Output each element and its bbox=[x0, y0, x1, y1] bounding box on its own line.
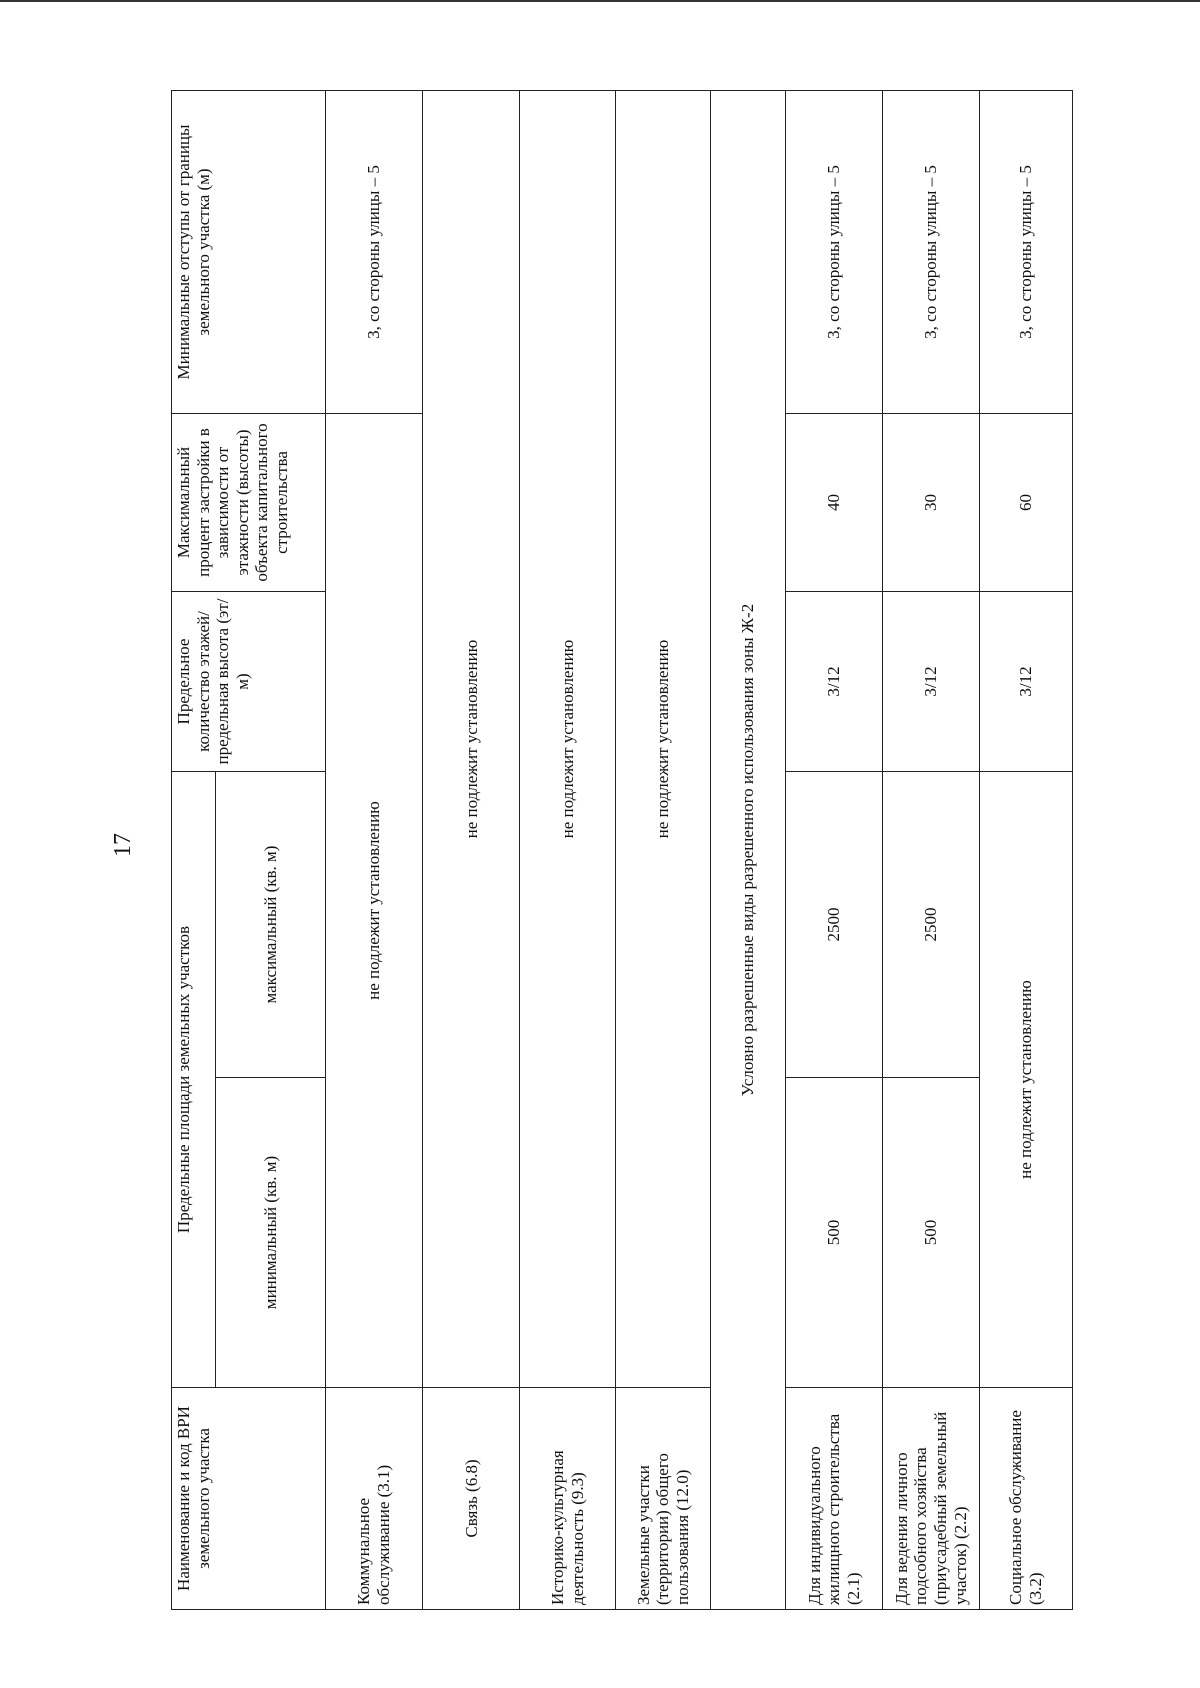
table-row bbox=[325, 91, 422, 1610]
row-name: Земельные участки (территории) общего пользования (12.0) bbox=[615, 1388, 710, 1610]
row-not-set: не подлежит установлению bbox=[615, 91, 710, 1388]
row-setback: 3, со стороны улицы – 5 bbox=[325, 91, 422, 414]
row-floors: 3/12 bbox=[979, 592, 1072, 772]
table-row bbox=[785, 91, 882, 1610]
row-not-set: не подлежит установлению bbox=[423, 91, 520, 1388]
page-frame bbox=[171, 91, 1073, 1610]
row-build-percent: 30 bbox=[883, 414, 979, 592]
table-wrapper bbox=[171, 91, 1073, 1610]
header-row bbox=[172, 91, 216, 1610]
row-name: Для индивидуального жилищного строительства (2.1) bbox=[785, 1388, 882, 1610]
row-area-max: 2500 bbox=[883, 772, 979, 1078]
row-build-percent: 60 bbox=[979, 414, 1072, 592]
row-not-set: не подлежит установлению bbox=[979, 772, 1072, 1388]
row-area-min: 500 bbox=[785, 1078, 882, 1388]
header-area-max: максимальный (кв. м) bbox=[216, 772, 326, 1078]
section-title-row bbox=[711, 91, 786, 1610]
row-setback: 3, со стороны улицы – 5 bbox=[979, 91, 1072, 414]
header-area-group: Предельные площади земельных участков bbox=[172, 772, 216, 1388]
row-floors: 3/12 bbox=[785, 592, 882, 772]
table-row bbox=[883, 91, 979, 1610]
row-area-min: 500 bbox=[883, 1078, 979, 1388]
row-name: Коммунальное обслуживание (3.1) bbox=[325, 1388, 422, 1610]
page-number: 17 bbox=[110, 833, 136, 857]
table-row bbox=[520, 91, 615, 1610]
row-name: Связь (6.8) bbox=[423, 1388, 520, 1610]
section-title: Условно разрешенные виды разрешенного использования зоны Ж-2 bbox=[711, 91, 786, 1610]
zoning-parameters-table bbox=[171, 90, 1073, 1610]
header-name-code: Наименование и код ВРИ земельного участка bbox=[172, 1388, 326, 1610]
header-floors: Предельное количество этажей/ предельная высота (эт/м) bbox=[172, 592, 326, 772]
table-row bbox=[423, 91, 520, 1610]
row-name: Историко-культурная деятельность (9.3) bbox=[520, 1388, 615, 1610]
row-setback: 3, со стороны улицы – 5 bbox=[785, 91, 882, 414]
table-row bbox=[979, 91, 1072, 1610]
row-floors: 3/12 bbox=[883, 592, 979, 772]
row-setback: 3, со стороны улицы – 5 bbox=[883, 91, 979, 414]
row-not-set: не подлежит установлению bbox=[520, 91, 615, 1388]
header-setbacks: Минимальные отступы от границы земельного участка (м) bbox=[172, 91, 326, 414]
table-row bbox=[615, 91, 710, 1610]
header-area-min: минимальный (кв. м) bbox=[216, 1078, 326, 1388]
header-build-percent: Максимальный процент застройки в зависимости от этажности (высоты) объекта капитального строительства bbox=[172, 414, 326, 592]
row-not-set: не подлежит установлению bbox=[325, 414, 422, 1388]
row-area-max: 2500 bbox=[785, 772, 882, 1078]
row-name: Для ведения личного подсобного хозяйства (приусадебный земельный участок) (2.2) bbox=[883, 1388, 979, 1610]
row-name: Социальное обслуживание (3.2) bbox=[979, 1388, 1072, 1610]
row-build-percent: 40 bbox=[785, 414, 882, 592]
scan-edge bbox=[0, 0, 1200, 2]
